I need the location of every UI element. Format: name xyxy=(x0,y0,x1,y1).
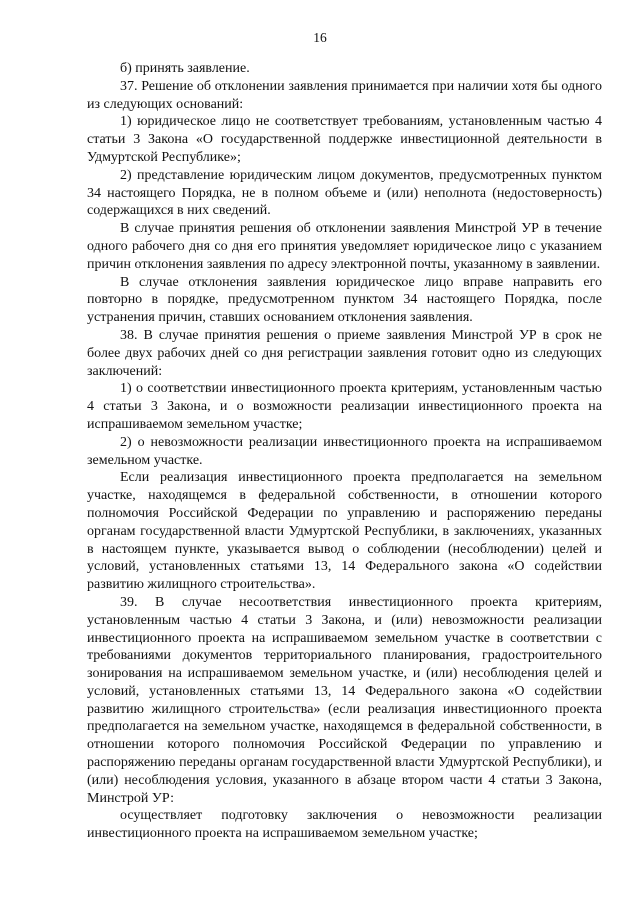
paragraph-38-acceptance: 38. В случае принятия решения о приеме заявления Минстрой УР в срок не более двух рабочих дней со дня регистрации заявления готовит одно из следующих заключений: xyxy=(87,327,602,379)
paragraph-38-item-1: 1) о соответствии инвестиционного проекта критериям, установленным частью 4 статьи 3 Закона, и о возможности реализации инвестиционного проекта на испрашиваемом земельном участке; xyxy=(87,381,602,432)
paragraph-37-rejection: 37. Решение об отклонении заявления принимается при наличии хотя бы одного из следующих оснований: xyxy=(87,78,602,112)
paragraph-37-item-2: 2) представление юридическим лицом документов, предусмотренных пунктом 34 настоящего Порядка, не в полном объеме и (или) неполнота (недостоверность) содержащихся в них сведений. xyxy=(87,167,602,219)
paragraph-38-item-2: 2) о невозможности реализации инвестиционного проекта на испрашиваемом земельном участке. xyxy=(87,434,602,468)
paragraph-resubmission: В случае отклонения заявления юридическое лицо вправе направить его повторно в порядке, предусмотренном пунктом 34 настоящего Порядка, после устранения причин, ставших основанием отклонения заявления. xyxy=(87,274,602,326)
paragraph-b-accept: б) принять заявление. xyxy=(120,61,250,76)
paragraph-39-action: осуществляет подготовку заключения о невозможности реализации инвестиционного проекта на испрашиваемом земельном участке; xyxy=(87,808,602,842)
page-number: 16 xyxy=(313,30,327,45)
paragraph-rejection-notice: В случае принятия решения об отклонении заявления Минстрой УР в течение одного рабочего дня со дня его принятия уведомляет юридическое лицо с указанием причин отклонения заявления по адресу электронной почты, указанному в заявлении. xyxy=(87,221,602,272)
document-body xyxy=(87,60,602,843)
paragraph-37-item-1: 1) юридическое лицо не соответствует требованиям, установленным частью 4 статьи 3 Закона «О государственной поддержке инвестиционной деятельности в Удмуртской Республике»; xyxy=(87,114,602,165)
paragraph-39-nonconformity: 39. В случае несоответствия инвестиционного проекта критериям, установленным частью 4 статьи 3 Закона, и (или) невозможности реализации инвестиционного проекта на испрашиваемом земельном участке в соответствии с требованиями документов территориального планирования, градостроительного зонирования на испрашиваемом земельном участке, и (или) несоблюдения целей и условий, установленных статьями 13, 14 Федерального закона «О содействии развитию жилищного строительства» (если реализация инвестиционного проекта предполагается на земельном участке, находящемся в федеральной собственности, в отношении которого полномочия Российской Федерации по управлению и распоряжению переданы органам государственной власти Удмуртской Республики), и (или) несоблюдения условия, указанного в абзаце втором части 4 статьи 3 Закона, Минстрой УР: xyxy=(87,594,602,806)
paragraph-federal-land: Если реализация инвестиционного проекта предполагается на земельном участке, находящемся в федеральной собственности, в отношении которого полномочия Российской Федерации по управлению и распоряжению переданы органам государственной власти Удмуртской Республики, в заключениях, указанных в настоящем пункте, указывается вывод о соблюдении (несоблюдении) целей и условий, установленных статьями 13, 14 Федерального закона «О содействии развитию жилищного строительства». xyxy=(87,470,602,593)
